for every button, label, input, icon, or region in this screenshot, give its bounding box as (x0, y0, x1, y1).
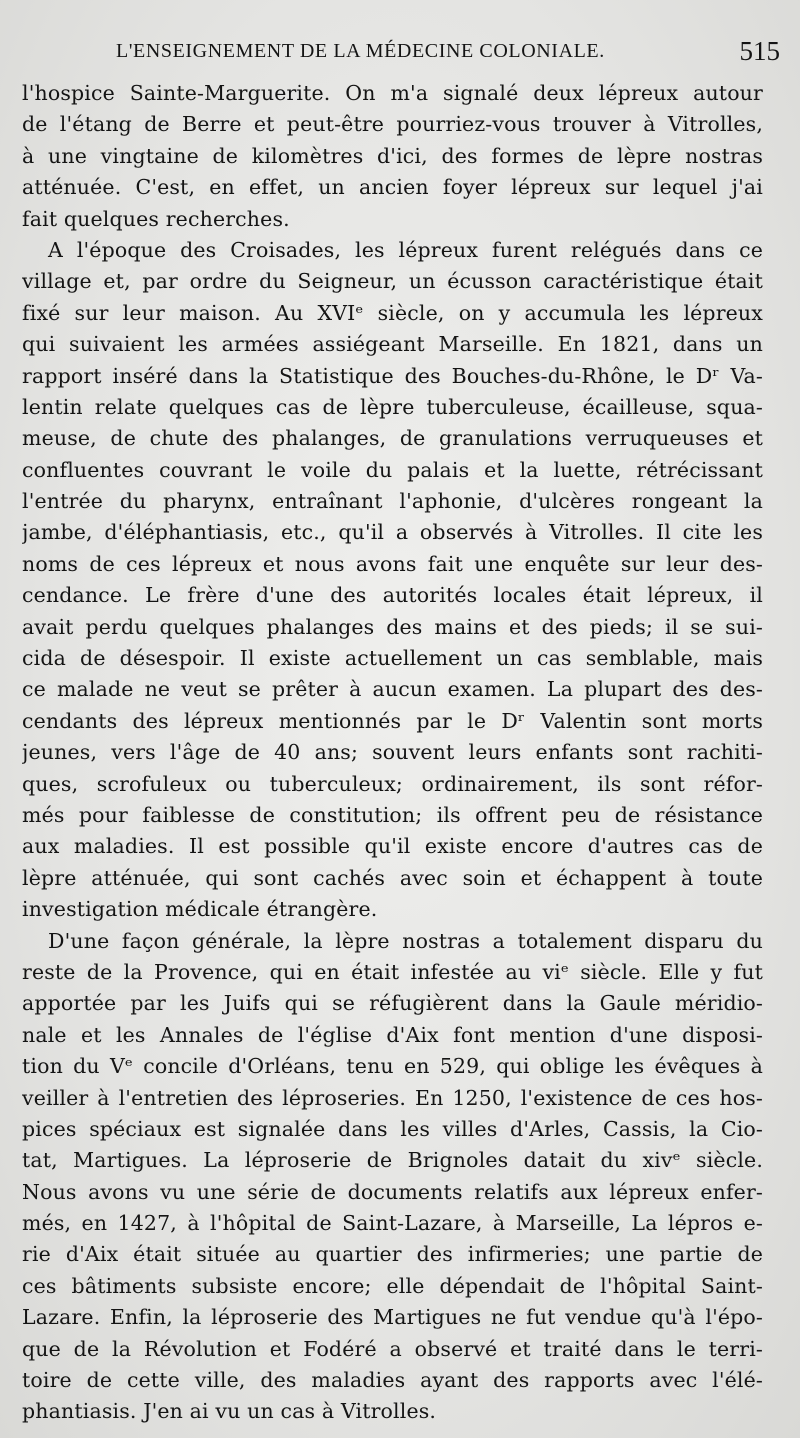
text-line: avait perdu quelques phalanges des mains et des pieds; il se sui- (22, 614, 763, 639)
text-line: aux maladies. Il est possible qu'il existe encore d'autres cas de (22, 834, 763, 859)
text-line: l'entrée du pharynx, entraînant l'aphonie, d'ulcères rongeant la (22, 489, 763, 514)
text-line: nale et les Annales de l'église d'Aix font mention d'une disposi- (22, 1022, 763, 1047)
body-text (22, 78, 763, 1428)
text-line: de l'étang de Berre et peut-être pourriez-vous trouver à Vitrolles, (22, 112, 763, 137)
text-line: cendants des lépreux mentionnés par le Dʳ Valentin sont morts (22, 708, 763, 733)
text-line: que de la Révolution et Fodéré a observé et traité dans le terri- (22, 1336, 763, 1361)
text-line: ces bâtiments subsiste encore; elle dépendait de l'hôpital Saint- (22, 1273, 763, 1298)
text-line: fixé sur leur maison. Au XVIᵉ siècle, on y accumula les lépreux (22, 300, 763, 325)
text-line: lèpre atténuée, qui sont cachés avec soin et échappent à toute (22, 865, 763, 890)
running-head (116, 36, 780, 76)
text-line: village et, par ordre du Seigneur, un écusson caractéristique était (22, 269, 763, 294)
text-line: cida de désespoir. Il existe actuellement un cas semblable, mais (22, 646, 763, 671)
text-line: jambe, d'éléphantiasis, etc., qu'il a observés à Vitrolles. Il cite les (22, 520, 763, 545)
text-line: l'hospice Sainte-Marguerite. On m'a signalé deux lépreux autour (22, 81, 763, 105)
text-line: tion du Vᵉ concile d'Orléans, tenu en 529, qui oblige les évêques à (22, 1054, 763, 1079)
text-line: ques, scrofuleux ou tuberculeux; ordinairement, ils sont réfor- (22, 771, 763, 796)
text-line: Lazare. Enfin, la léproserie des Martigues ne fut vendue qu'à l'épo- (22, 1305, 763, 1330)
text-line: més pour faiblesse de constitution; ils offrent peu de résistance (22, 802, 763, 827)
text-line: D'une façon générale, la lèpre nostras a totalement disparu du (48, 928, 763, 953)
text-line: noms de ces lépreux et nous avons fait une enquête sur leur des- (22, 551, 763, 576)
text-line: rie d'Aix était située au quartier des infirmeries; une partie de (22, 1242, 763, 1267)
text-line: toire de cette ville, des maladies ayant des rapports avec l'élé- (22, 1368, 763, 1393)
page-number: 515 (739, 36, 780, 66)
text-line: més, en 1427, à l'hôpital de Saint-Lazare, à Marseille, La lépros e- (22, 1211, 763, 1236)
text-line: phantiasis. J'en ai vu un cas à Vitrolles. (22, 1399, 437, 1424)
text-line: reste de la Provence, qui en était infestée au viᵉ siècle. Elle y fut (22, 959, 763, 984)
text-line: lentin relate quelques cas de lèpre tuberculeuse, écailleuse, squa- (22, 394, 763, 419)
text-line: tat, Martigues. La léproserie de Brignoles datait du xivᵉ siècle. (22, 1148, 763, 1173)
text-line: à une vingtaine de kilomètres d'ici, des formes de lèpre nostras (22, 143, 763, 168)
text-line: meuse, de chute des phalanges, de granulations verruqueuses et (22, 426, 763, 451)
text-line: apportée par les Juifs qui se réfugièrent dans la Gaule méridio- (22, 991, 763, 1016)
text-line: fait quelques recherches. (22, 206, 290, 231)
running-title: L'ENSEIGNEMENT DE LA MÉDECINE COLONIALE. (116, 40, 605, 62)
text-line: Nous avons vu une série de documents relatifs aux lépreux enfer- (22, 1179, 763, 1204)
text-line: veiller à l'entretien des léproseries. En 1250, l'existence de ces hos- (22, 1085, 763, 1110)
text-line: pices spéciaux est signalée dans les villes d'Arles, Cassis, la Cio- (22, 1116, 763, 1141)
text-line: cendance. Le frère d'une des autorités locales était lépreux, il (22, 583, 763, 608)
text-line: ce malade ne veut se prêter à aucun examen. La plupart des des- (22, 677, 763, 702)
text-line: qui suivaient les armées assiégeant Marseille. En 1821, dans un (22, 332, 763, 357)
text-line: confluentes couvrant le voile du palais et la luette, rétrécissant (22, 457, 763, 482)
text-line: jeunes, vers l'âge de 40 ans; souvent leurs enfants sont rachiti- (22, 740, 763, 765)
text-line: rapport inséré dans la Statistique des Bouches-du-Rhône, le Dʳ Va- (22, 363, 763, 388)
text-line: atténuée. C'est, en effet, un ancien foyer lépreux sur lequel j'ai (22, 175, 763, 200)
text-line: investigation médicale étrangère. (22, 897, 378, 922)
text-line: A l'époque des Croisades, les lépreux furent relégués dans ce (48, 237, 763, 262)
